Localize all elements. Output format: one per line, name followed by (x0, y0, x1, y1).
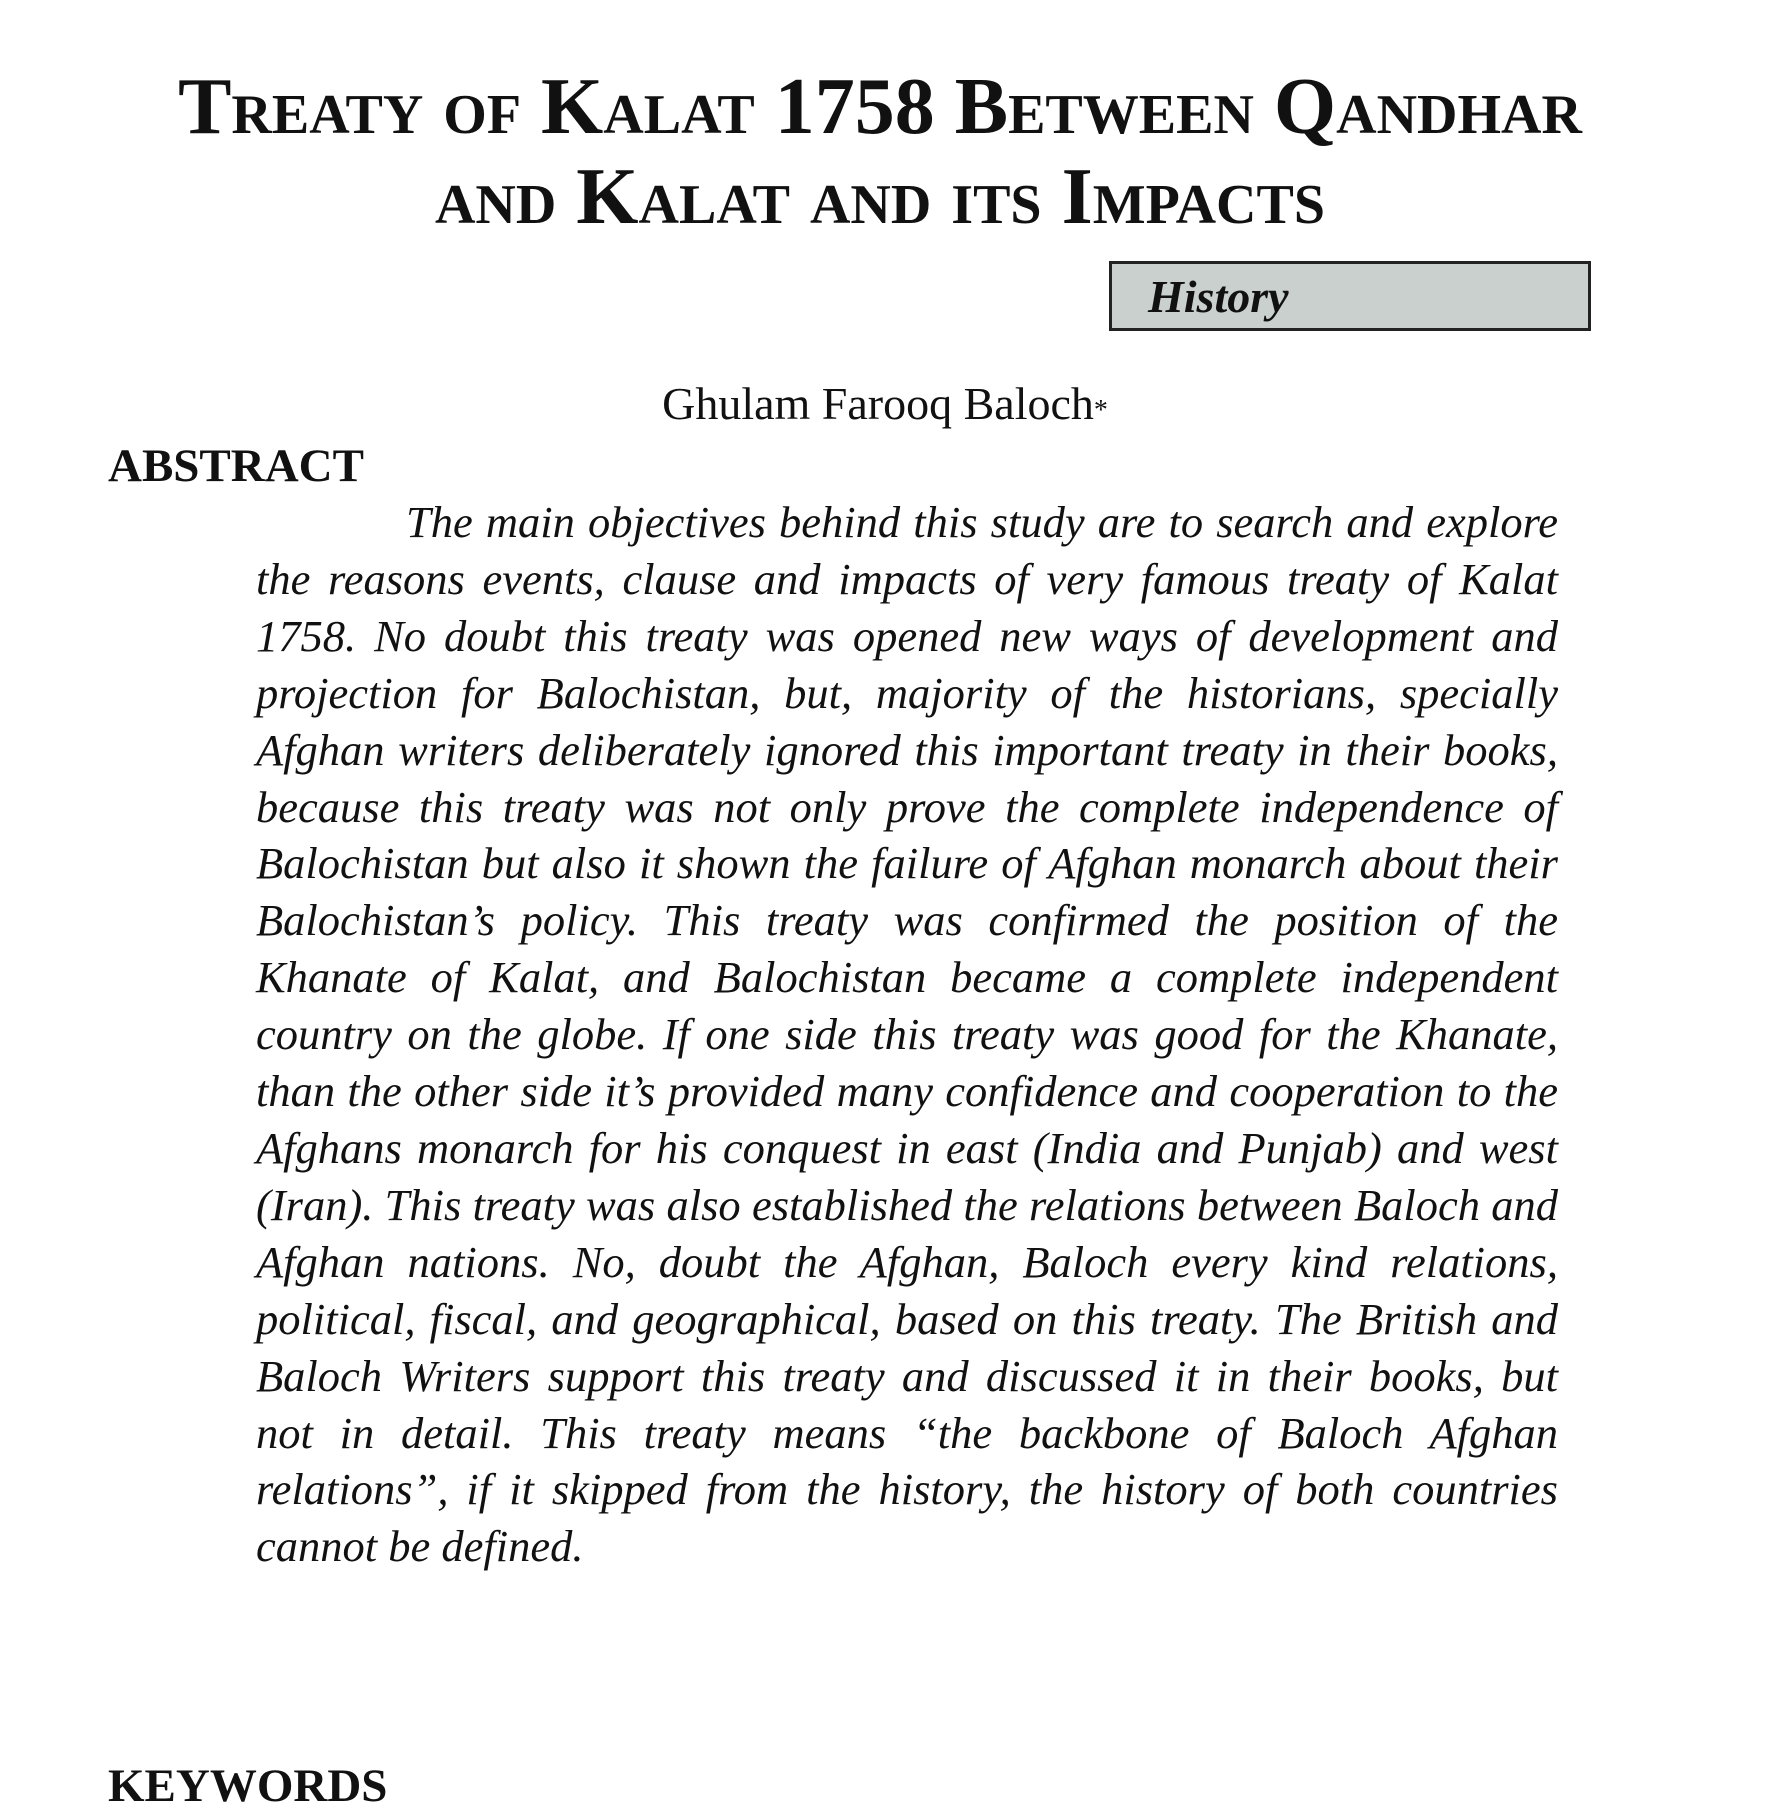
abstract-body: The main objectives behind this study are to search and explore the reasons events, clause and impacts of very famous treaty of Kalat 1758. No doubt this treaty was opened new ways of development and projection for Balochistan, but, majority of the historians, specially Afghan writers deliberately ignored this important treaty in their books, because this treaty was not only prove the complete independence of Balochistan but also it shown the failure of Afghan monarch about their Balochistan’s policy. This treaty was confirmed the position of the Khanate of Kalat, and Balochistan became a complete independent country on the globe. If one side this treaty was good for the Khanate, than the other side it’s provided many confidence and cooperation to the Afghans monarch for his conquest in east (India and Punjab) and west (Iran). This treaty was also established the relations between Baloch and Afghan nations. No, doubt the Afghan, Baloch every kind relations, political, fiscal, and geographical, based on this treaty. The British and Baloch Writers support this treaty and discussed it in their books, but not in detail. This treaty means “the backbone of Baloch Afghan relations”, if it skipped from the history, the history of both countries cannot be defined. (256, 497, 1558, 1572)
next-section-heading-clipped (108, 1756, 388, 1812)
paper-title: Treaty of Kalat 1758 Between Qandhar and Kalat and its Impacts (178, 63, 1582, 241)
keywords-heading: KEYWORDS (108, 1760, 388, 1812)
author-name: Ghulam Farooq Baloch (662, 378, 1094, 429)
abstract-heading: ABSTRACT (108, 440, 364, 492)
author-footnote-mark: * (1093, 395, 1108, 426)
author-line (0, 374, 1770, 434)
subject-category-label: History (1148, 271, 1289, 322)
subject-category-box (1109, 261, 1591, 331)
